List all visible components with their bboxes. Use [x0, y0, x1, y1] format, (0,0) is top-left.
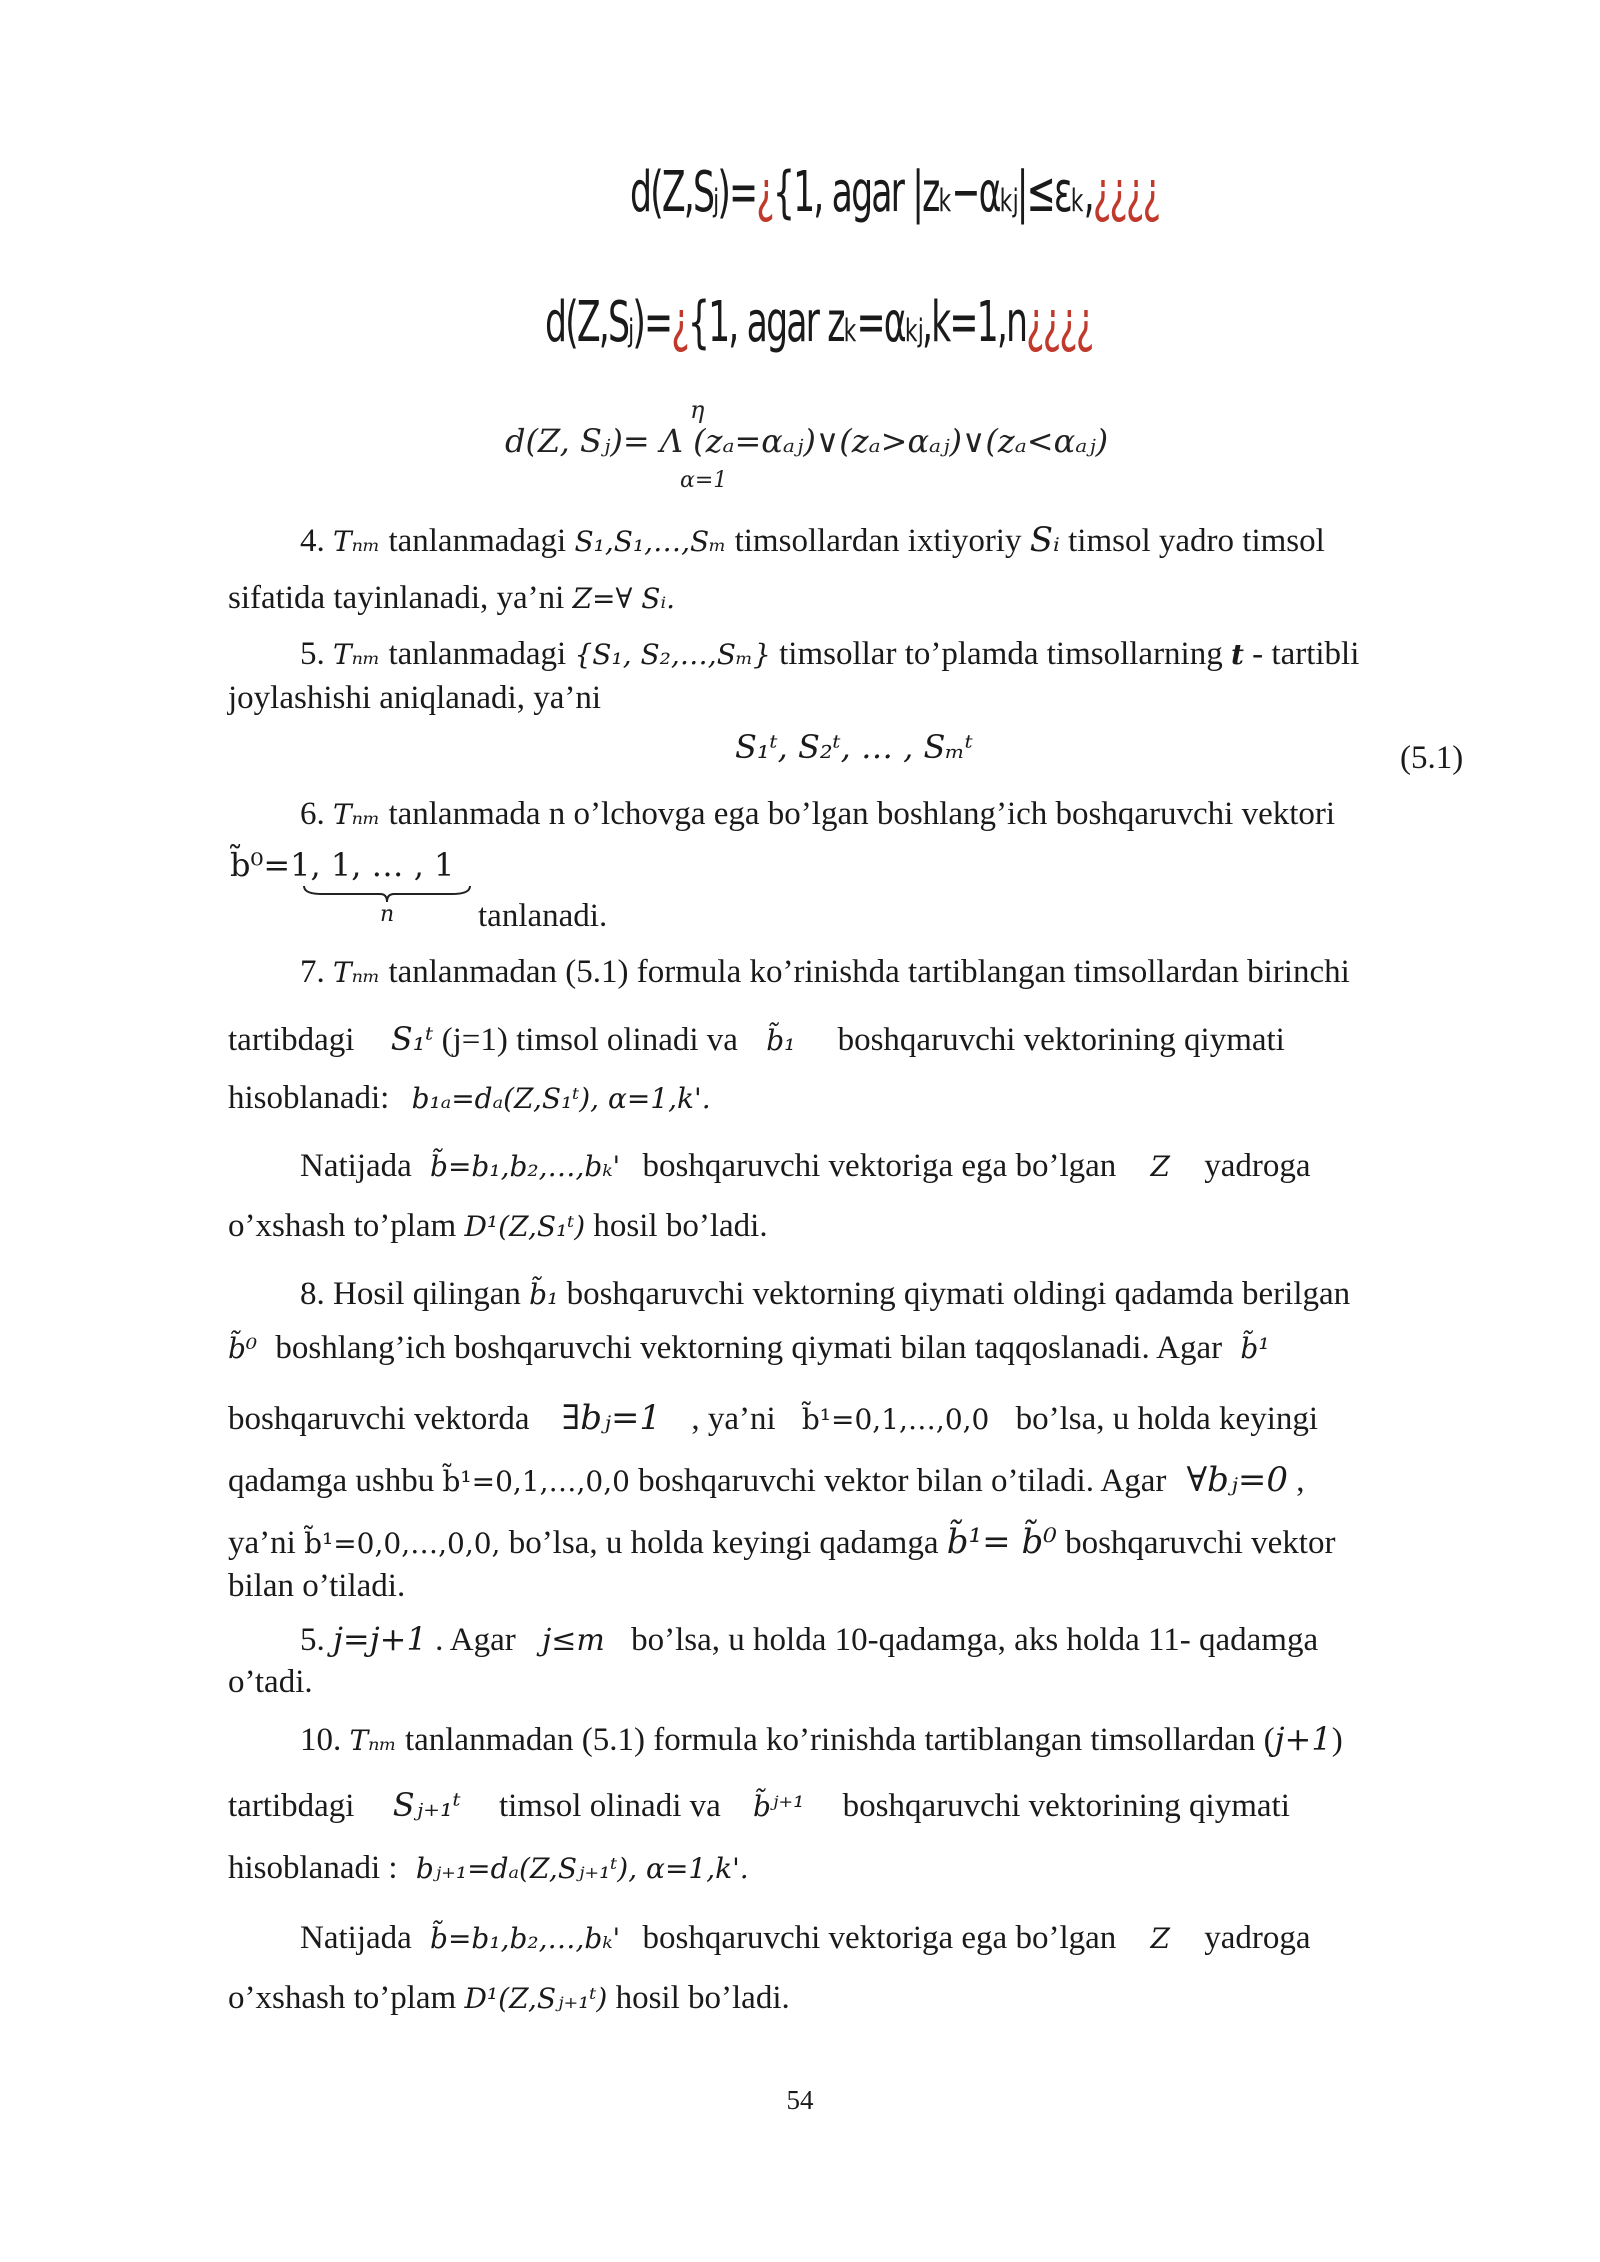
para-8-line-3: boshqaruvchi vektorda ∃bⱼ=1 , ya’ni b̃¹=0,1,…,0,0 bo’lsa, u holda keyingi: [228, 1398, 1319, 1438]
para-10-line-1: 10. Tₙₘ tanlanmadan (5.1) formula ko’rinishda tartiblangan timsollardan (j+1): [300, 1720, 1343, 1758]
para-4-line-1: 4. Tₙₘ tanlanmadagi S₁,S₁,…,Sₘ timsollardan ixtiyoriy Sᵢ timsol yadro timsol: [300, 520, 1325, 560]
para-6-line-1: 6. Tₙₘ tanlanmada n o’lchovga ega bo’lgan boshlang’ich boshqaruvchi vektori: [300, 796, 1336, 832]
para-8-line-2: b̃⁰ boshlang’ich boshqaruvchi vektorning qiymati bilan taqqoslanadi. Agar b̃¹: [228, 1330, 1270, 1366]
formula-3-text: d(Z, Sⱼ)= Λ (zₐ=αₐⱼ)∨(zₐ>αₐⱼ)∨(zₐ<αₐⱼ): [505, 422, 1109, 460]
para-5-line-1: 5. Tₙₘ tanlanmadagi {S₁, S₂,…,Sₘ} timsollar to’plamda timsollarning t - tartibli: [300, 636, 1360, 672]
para-8-line-5: ya’ni b̃¹=0,0,…,0,0, bo’lsa, u holda keyingi qadamga b̃¹= b̃⁰ boshqaruvchi vektor: [228, 1522, 1336, 1562]
equation-5-1-number: (5.1): [1400, 740, 1464, 776]
para-10-line-2: tartibdagi Sⱼ₊₁ᵗ timsol olinadi va b̃ʲ⁺¹ boshqaruvchi vektorining qiymati: [228, 1786, 1290, 1824]
page-number: 54: [786, 2085, 814, 2115]
para-8-line-1: 8. Hosil qilingan b̃₁ boshqaruvchi vektorning qiymati oldingi qadamda berilgan: [300, 1276, 1351, 1312]
result-1-line-1: Natijada b̃=b₁,b₂,…,bₖ' boshqaruvchi vektoriga ega bo’lgan Z yadroga: [300, 1148, 1311, 1184]
para-9-line-2: o’tadi.: [228, 1664, 313, 1700]
formula-2: [545, 290, 1092, 355]
para-7-line-1: 7. Tₙₘ tanlanmadan (5.1) formula ko’rinishda tartiblangan timsollardan birinchi: [300, 954, 1350, 990]
underbrace-icon: [302, 884, 472, 904]
para-6-vector: b̃⁰=1, 1, … , 1: [230, 846, 455, 884]
formula-1-text: d(Z,Sⱼ)=¿{1, agar |zₖ−αₖⱼ|≤εₖ,¿¿¿¿: [630, 160, 1160, 225]
formula-3-eta: η: [690, 396, 705, 424]
para-4-line-2: sifatida tayinlanadi, ya’ni Z=∀ Sᵢ.: [228, 580, 675, 616]
formula-3-sub: α=1: [680, 468, 728, 493]
para-7-line-2: tartibdagi S₁ᵗ (j=1) timsol olinadi va b̃₁ boshqaruvchi vektorining qiymati: [228, 1020, 1285, 1058]
para-7-line-3: hisoblanadi: b₁ₐ=dₐ(Z,S₁ᵗ), α=1,k'.: [228, 1080, 711, 1116]
formula-3: [505, 422, 1108, 460]
para-8-line-6: bilan o’tiladi.: [228, 1568, 406, 1604]
formula-1: [630, 160, 1159, 225]
para-9-line-1: 5. j=j+1 . Agar j≤m bo’lsa, u holda 10-qadamga, aks holda 11- qadamga: [300, 1620, 1319, 1658]
formula-2-text: d(Z,Sⱼ)=¿{1, agar zₖ=αₖⱼ,k=1,n¿¿¿¿: [545, 290, 1093, 355]
result-2-line-1: Natijada b̃=b₁,b₂,…,bₖ' boshqaruvchi vektoriga ega bo’lgan Z yadroga: [300, 1920, 1311, 1956]
result-1-line-2: o’xshash to’plam D¹(Z,S₁ᵗ) hosil bo’ladi.: [228, 1208, 768, 1244]
para-5-line-2: joylashishi aniqlanadi, ya’ni: [228, 680, 602, 716]
equation-5-1: S₁ᵗ, S₂ᵗ, … , Sₘᵗ: [735, 728, 973, 766]
result-2-line-2: o’xshash to’plam D¹(Z,Sⱼ₊₁ᵗ) hosil bo’ladi.: [228, 1980, 790, 2016]
para-6-line-3: tanlanadi.: [478, 898, 608, 934]
para-10-line-3: hisoblanadi : bⱼ₊₁=dₐ(Z,Sⱼ₊₁ᵗ), α=1,k'.: [228, 1850, 749, 1886]
para-8-line-4: qadamga ushbu b̃¹=0,1,…,0,0 boshqaruvchi vektor bilan o’tiladi. Agar ∀bⱼ=0 ,: [228, 1460, 1305, 1500]
underbrace-label: n: [380, 902, 395, 927]
